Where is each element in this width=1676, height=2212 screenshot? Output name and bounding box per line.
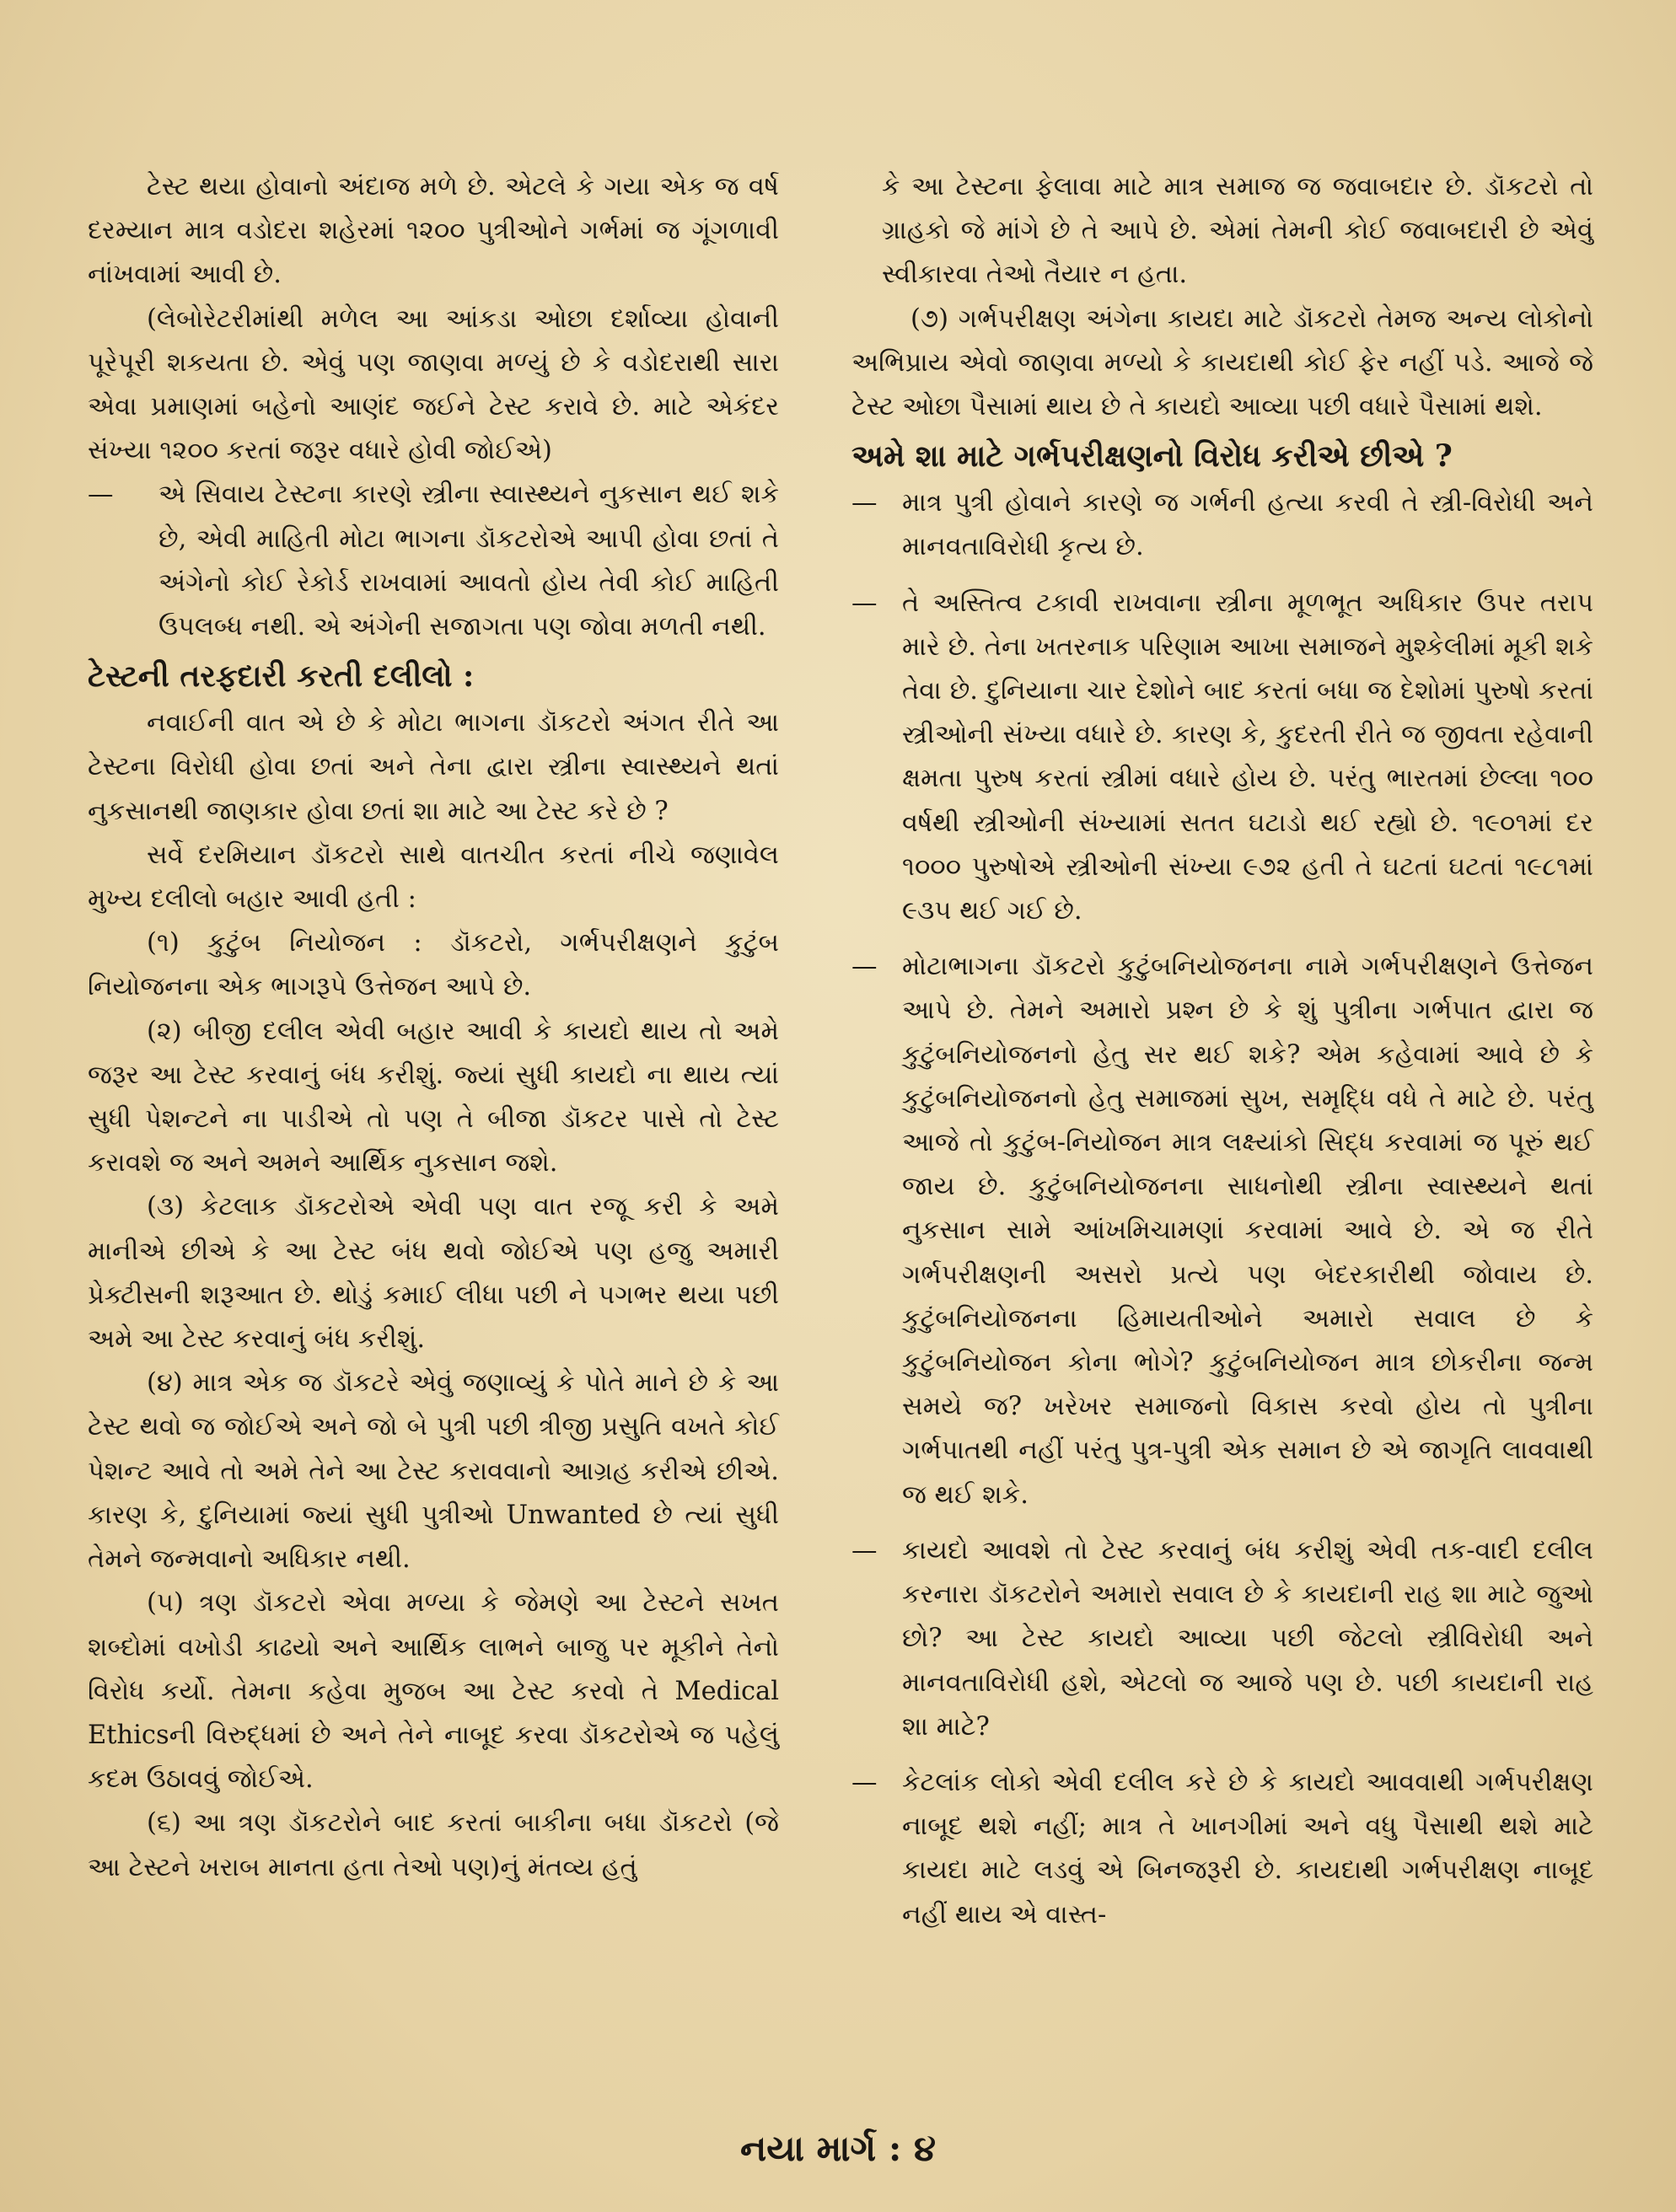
dash-marker: — <box>851 1535 878 1565</box>
bullet-item <box>851 481 1593 569</box>
bullet-text: મોટાભાગના ડૉકટરો કુટુંબનિયોજનના નામે ગર્ભપરીક્ષણને ઉત્તેજન આપે છે. તેમને અમારો પ્રશ્ન છે કે શું પુત્રીના ગર્ભપાત દ્વારા જ કુટુંબનિયોજનનો હેતુ સર થઈ શકે? એમ કહેવામાં આવે છે કે કુટુંબનિયોજનનો હેતુ સમાજમાં સુખ, સમૃદ્ધિ વધે તે માટે છે. પરંતુ આજે તો કુટુંબ-નિયોજન માત્ર લક્ષ્યાંકો સિદ્ધ કરવામાં જ પૂરું થઈ જાય છે. કુટુંબનિયોજનના સાધનોથી સ્ત્રીના સ્વાસ્થ્યને થતાં નુકસાન સામે આંખમિચામણાં કરવામાં આવે છે. એ જ રીતે ગર્ભપરીક્ષણની અસરો પ્રત્યે પણ બેદરકારીથી જોવાય છે. કુટુંબનિયોજનના હિમાયતીઓને અમારો સવાલ છે કે કુટુંબનિયોજન કોના ભોગે? કુટુંબનિયોજન માત્ર છોકરીના જન્મ સમયે જ? ખરેખર સમાજનો વિકાસ કરવો હોય તો પુત્રીના ગર્ભપાતથી નહીં પરંતુ પુત્ર-પુત્રી એક સમાન છે એ જાગૃતિ લાવવાથી જ થઈ શકે. <box>902 952 1593 1510</box>
paragraph: (૬) આ ત્રણ ડૉકટરોને બાદ કરતાં બાકીના બધા ડૉકટરો (જે આ ટેસ્ટને ખરાબ માનતા હતા તેઓ પણ)નું મંતવ્ય હતું <box>88 1808 779 1882</box>
paragraph: (૩) કેટલાક ડૉકટરોએ એવી પણ વાત રજૂ કરી કે અમે માનીએ છીએ કે આ ટેસ્ટ બંધ થવો જોઈએ પણ હજુ અમારી પ્રેક્ટીસની શરૂઆત છે. થોડું કમાઈ લીધા પછી ને પગભર થયા પછી અમે આ ટેસ્ટ કરવાનું બંધ કરીશું. <box>88 1192 779 1355</box>
section-heading: અમે શા માટે ગર્ભપરીક્ષણનો વિરોધ કરીએ છીએ ? <box>851 438 1453 475</box>
paragraph <box>88 1581 779 1801</box>
paragraph <box>88 1361 779 1581</box>
bullet-item <box>851 1529 1593 1749</box>
dash-marker: — <box>88 480 114 510</box>
dash-marker: — <box>851 588 878 618</box>
page-footer: નયા માર્ગ : ૪ <box>740 2128 936 2169</box>
section-heading: ટેસ્ટની તરફદારી કરતી દલીલો : <box>88 658 475 695</box>
dash-marker: — <box>851 1767 878 1797</box>
bullet-item <box>851 582 1593 934</box>
paragraph: (લેબોરેટરીમાંથી મળેલ આ આંકડા ઓછા દર્શાવ્યા હોવાની પૂરેપૂરી શકયતા છે. એવું પણ જાણવા મળ્યું છે કે વડોદરાથી સારા એવા પ્રમાણમાં બહેનો આણંદ જઈને ટેસ્ટ કરાવે છે. માટે એકંદર સંખ્યા ૧૨૦૦ કરતાં જરૂર વધારે હોવી જોઈએ) <box>88 303 779 466</box>
paragraph: ટેસ્ટ થયા હોવાનો અંદાજ મળે છે. એટલે કે ગયા એક જ વર્ષ દરમ્યાન માત્ર વડોદરા શહેરમાં ૧૨૦૦ પુત્રીઓને ગર્ભમાં જ ગૂંગળાવી નાંખવામાં આવી છે. <box>88 172 779 290</box>
paragraph: (૭) ગર્ભપરીક્ષણ અંગેના કાયદા માટે ડૉકટરો તેમજ અન્ય લોકોનો અભિપ્રાય એવો જાણવા મળ્યો કે કાયદાથી કોઈ ફેર નહીં પડે. આજે જે ટેસ્ટ ઓછા પૈસામાં થાય છે તે કાયદો આવ્યા પછી વધારે પૈસામાં થશે. <box>851 303 1593 422</box>
text-run: છે ત્યાં સુધી તેમને જન્મવાનો અધિકાર નથી. <box>88 1500 779 1575</box>
text-run: (૫) ત્રણ ડૉકટરો એવા મળ્યા કે જેમણે આ ટેસ્ટને સખત શબ્દોમાં વખોડી કાઢયો અને આર્થિક લાભને બાજુ પર મૂકીને તેનો વિરોધ કર્યો. તેમના કહેવા મુજબ આ ટેસ્ટ કરવો તે <box>88 1588 779 1706</box>
left-column <box>88 165 779 1890</box>
english-term: Unwanted <box>506 1500 641 1530</box>
text-run: (૪) માત્ર એક જ ડૉકટરે એવું જણાવ્યું કે પોતે માને છે કે આ ટેસ્ટ થવો જ જોઈએ અને જો બે પુત્રી પછી ત્રીજી પ્રસુતિ વખતે કોઈ પેશન્ટ આવે તો અમે તેને આ ટેસ્ટ કરાવવાનો આગ્રહ કરીએ છીએ. કારણ કે, દુનિયામાં જ્યાં સુધી પુત્રીઓ <box>88 1368 779 1530</box>
text-run: ની વિરુદ્ધમાં છે અને તેને નાબૂદ કરવા ડૉકટરોએ જ પહેલું કદમ ઉઠાવવું જોઈએ. <box>88 1720 779 1795</box>
dash-marker: — <box>851 488 878 518</box>
bullet-item <box>88 473 779 649</box>
bullet-text: માત્ર પુત્રી હોવાને કારણે જ ગર્ભની હત્યા કરવી તે સ્ત્રી-વિરોધી અને માનવતાવિરોધી કૃત્ય છે. <box>902 488 1593 562</box>
bullet-text: એ સિવાય ટેસ્ટના કારણે સ્ત્રીના સ્વાસ્થ્યને નુકસાન થઈ શકે છે, એવી માહિતી મોટા ભાગના ડૉકટરોએ આપી હોવા છતાં તે અંગેનો કોઈ રેકોર્ડ રાખવામાં આવતો હોય તેવી કોઈ માહિતી ઉપલબ્ધ નથી. એ અંગેની સજાગતા પણ જોવા મળતી નથી. <box>158 480 779 642</box>
paragraph: સર્વે દરમિયાન ડૉકટરો સાથે વાતચીત કરતાં નીચે જણાવેલ મુખ્ય દલીલો બહાર આવી હતી : <box>88 840 779 915</box>
bullet-item <box>851 1761 1593 1937</box>
paragraph: (૨) બીજી દલીલ એવી બહાર આવી કે કાયદો થાય તો અમે જરૂર આ ટેસ્ટ કરવાનું બંધ કરીશું. જ્યાં સુધી કાયદો ના થાય ત્યાં સુધી પેશન્ટને ના પાડીએ તો પણ તે બીજા ડૉકટર પાસે તો ટેસ્ટ કરાવશે જ અને અમને આર્થિક નુકસાન જશે. <box>88 1016 779 1178</box>
bullet-text: કેટલાંક લોકો એવી દલીલ કરે છે કે કાયદો આવવાથી ગર્ભપરીક્ષણ નાબૂદ થશે નહીં; માત્ર તે ખાનગીમાં અને વધુ પૈસાથી થશે માટે કાયદા માટે લડવું એ બિનજરૂરી છે. કાયદાથી ગર્ભપરીક્ષણ નાબૂદ નહીં થાય એ વાસ્ત- <box>902 1767 1593 1930</box>
bullet-text: તે અસ્તિત્વ ટકાવી રાખવાના સ્ત્રીના મૂળભૂત અધિકાર ઉપર તરાપ મારે છે. તેના ખતરનાક પરિણામ આખા સમાજને મુશ્કેલીમાં મૂકી શકે તેવા છે. દુનિયાના ચાર દેશોને બાદ કરતાં બધા જ દેશોમાં પુરુષો કરતાં સ્ત્રીઓની સંખ્યા વધારે છે. કારણ કે, કુદરતી રીતે જ જીવતા રહેવાની ક્ષમતા પુરુષ કરતાં સ્ત્રીમાં વધારે હોય છે. પરંતુ ભારતમાં છેલ્લા ૧૦૦ વર્ષથી સ્ત્રીઓની સંખ્યામાં સતત ઘટાડો થઈ રહ્યો છે. ૧૯૦૧માં દર ૧૦૦૦ પુરુષોએ સ્ત્રીઓની સંખ્યા ૯૭૨ હતી તે ઘટતાં ઘટતાં ૧૯૮૧માં ૯૩૫ થઈ ગઈ છે. <box>902 588 1593 926</box>
bullet-text: કાયદો આવશે તો ટેસ્ટ કરવાનું બંધ કરીશું એવી તક-વાદી દલીલ કરનારા ડૉકટરોને અમારો સવાલ છે કે કાયદાની રાહ શા માટે જુઓ છો? આ ટેસ્ટ કાયદો આવ્યા પછી જેટલો સ્ત્રીવિરોધી અને માનવતાવિરોધી હશે, એટલો જ આજે પણ છે. પછી કાયદાની રાહ શા માટે? <box>902 1535 1593 1742</box>
dash-marker: — <box>851 952 878 982</box>
bullet-item <box>851 945 1593 1517</box>
paragraph: નવાઈની વાત એ છે કે મોટા ભાગના ડૉકટરો અંગત રીતે આ ટેસ્ટના વિરોધી હોવા છતાં અને તેના દ્વારા સ્ત્રીના સ્વાસ્થ્યને થતાં નુકસાનથી જાણકાર હોવા છતાં શા માટે આ ટેસ્ટ કરે છે ? <box>88 708 779 826</box>
right-column <box>851 165 1593 1949</box>
english-term: Medical Ethics <box>88 1676 779 1750</box>
paragraph: કે આ ટેસ્ટના ફેલાવા માટે માત્ર સમાજ જ જવાબદાર છે. ડૉકટરો તો ગ્રાહકો જે માંગે છે તે આપે છે. એમાં તેમની કોઈ જવાબદારી છે એવું સ્વીકારવા તેઓ તૈયાર ન હતા. <box>882 172 1593 290</box>
paragraph: (૧) કુટુંબ નિયોજન : ડૉકટરો, ગર્ભપરીક્ષણને કુટુંબ નિયોજનના એક ભાગરૂપે ઉત્તેજન આપે છે. <box>88 928 779 1002</box>
